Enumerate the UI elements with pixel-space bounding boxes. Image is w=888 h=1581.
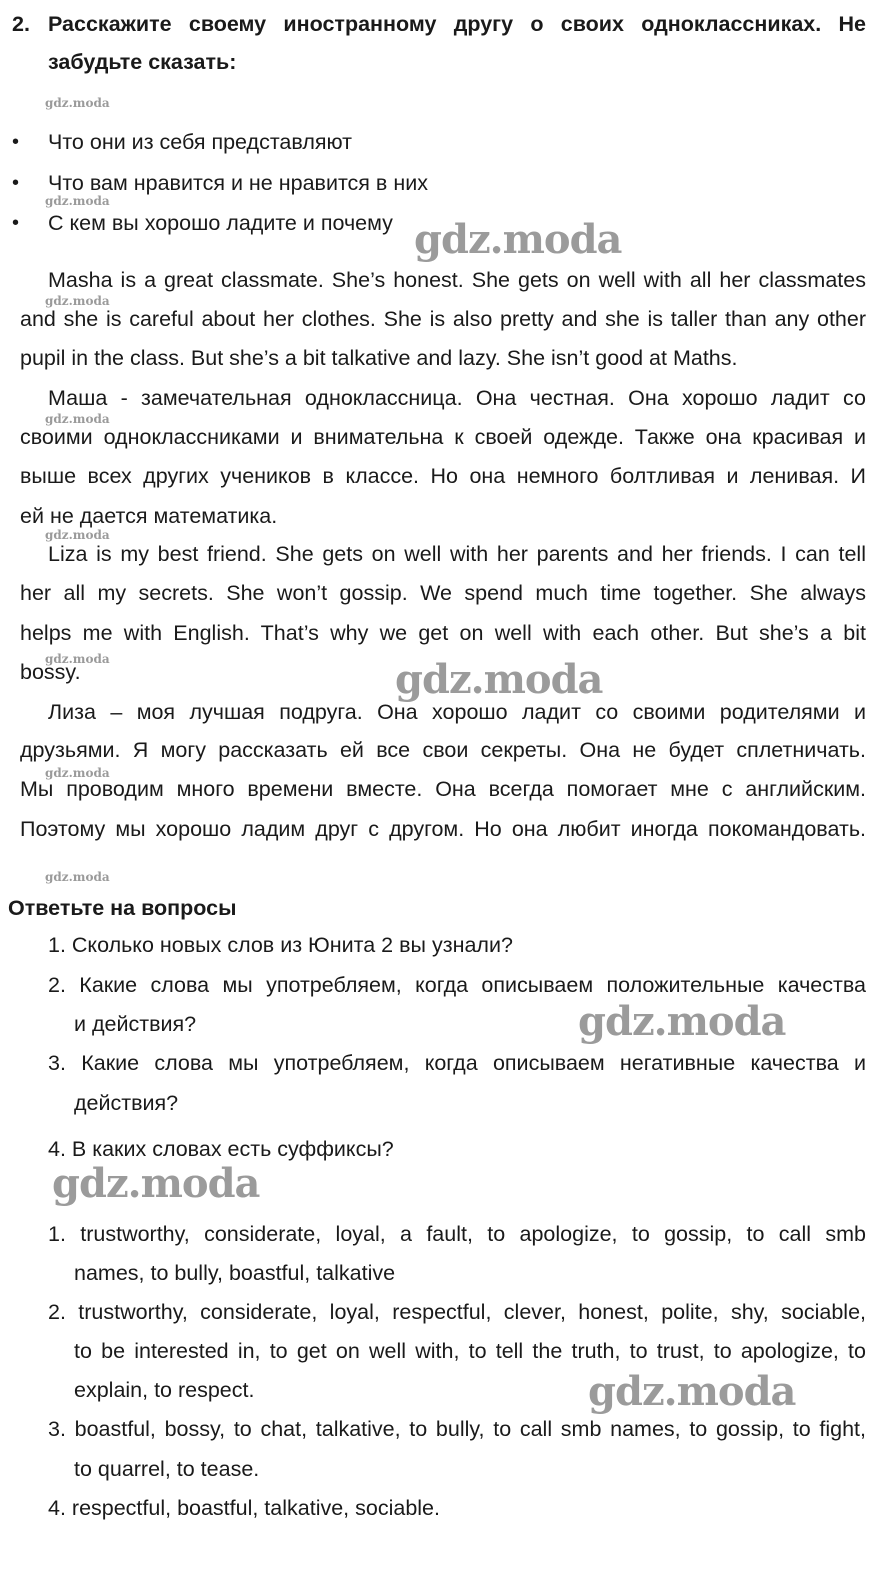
task-title-line1: Расскажите своему иностранному другу о своих одноклассниках. Не: [48, 12, 866, 36]
watermark-small: gdz.moda: [45, 870, 110, 884]
question-line: 1. Сколько новых слов из Юнита 2 вы узнали?: [48, 933, 513, 957]
paragraph-liza-ru-line: Мы проводим много времени вместе. Она всегда помогает мне с английским.: [20, 777, 866, 801]
watermark-small: gdz.moda: [45, 294, 110, 308]
question-line: 2. Какие слова мы употребляем, когда описываем положительные качества: [48, 973, 866, 997]
bullet-item: Что вам нравится и не нравится в них: [48, 171, 428, 195]
bullet-item: С кем вы хорошо ладите и почему: [48, 211, 393, 235]
watermark-small: gdz.moda: [45, 652, 110, 666]
paragraph-liza-ru-line: друзьями. Я могу рассказать ей все свои секреты. Она не будет сплетничать.: [20, 738, 866, 762]
question-line: 4. В каких словах есть суффиксы?: [48, 1137, 394, 1161]
paragraph-masha-ru-line: ей не дается математика.: [20, 504, 278, 528]
paragraph-liza-en-line: Liza is my best friend. She gets on well with her parents and her friends. I can tell: [48, 542, 866, 566]
bullet-dot: •: [12, 172, 20, 194]
watermark-large: gdz.moda: [414, 216, 622, 263]
watermark-small: gdz.moda: [45, 96, 110, 110]
task-title-line2: забудьте сказать:: [48, 50, 237, 74]
paragraph-liza-en-line: helps me with English. That’s why we get on well with each other. But she’s a bit: [20, 621, 866, 645]
question-line: 3. Какие слова мы употребляем, когда описываем негативные качества и: [48, 1051, 866, 1075]
question-line: действия?: [74, 1091, 179, 1115]
paragraph-masha-en-line: Masha is a great classmate. She’s honest. She gets on well with all her classmates: [48, 268, 866, 292]
paragraph-masha-ru-line: выше всех других учеников в классе. Но она немного болтливая и ленивая. И: [20, 464, 866, 488]
bullet-item: Что они из себя представляют: [48, 130, 353, 154]
watermark-large: gdz.moda: [52, 1160, 260, 1207]
paragraph-masha-ru-line: Маша - замечательная одноклассница. Она честная. Она хорошо ладит со: [48, 386, 866, 410]
paragraph-liza-en-line: bossy.: [20, 660, 81, 684]
answer-line: explain, to respect.: [74, 1378, 255, 1402]
paragraph-liza-ru-line: Лиза – моя лучшая подруга. Она хорошо ладит со своими родителями и: [48, 700, 866, 724]
watermark-small: gdz.moda: [45, 528, 110, 542]
paragraph-masha-ru-line: своими одноклассниками и внимательна к своей одежде. Также она красивая и: [20, 425, 866, 449]
question-line: и действия?: [74, 1012, 197, 1036]
paragraph-liza-en-line: her all my secrets. She won’t gossip. We spend much time together. She always: [20, 581, 866, 605]
answer-line: to be interested in, to get on well with, to tell the truth, to trust, to apologize, to: [74, 1339, 866, 1363]
questions-heading: Ответьте на вопросы: [8, 896, 237, 920]
paragraph-masha-en-line: pupil in the class. But she’s a bit talkative and lazy. She isn’t good at Maths.: [20, 346, 738, 370]
bullet-dot: •: [12, 131, 20, 153]
answer-line: 2. trustworthy, considerate, loyal, respectful, clever, honest, polite, shy, sociable,: [48, 1300, 866, 1324]
watermark-large: gdz.moda: [588, 1368, 796, 1415]
paragraph-masha-en-line: and she is careful about her clothes. She is also pretty and she is taller than any other: [20, 307, 866, 331]
watermark-large: gdz.moda: [395, 656, 603, 703]
answer-line: to quarrel, to tease.: [74, 1457, 260, 1481]
watermark-small: gdz.moda: [45, 194, 110, 208]
answer-line: names, to bully, boastful, talkative: [74, 1261, 396, 1285]
watermark-large: gdz.moda: [578, 998, 786, 1045]
paragraph-liza-ru-line: Поэтому мы хорошо ладим друг с другом. Но она любит иногда покомандовать.: [20, 817, 866, 841]
task-number: 2.: [12, 12, 30, 36]
answer-line: 4. respectful, boastful, talkative, sociable.: [48, 1496, 440, 1520]
answer-line: 3. boastful, bossy, to chat, talkative, to bully, to call smb names, to gossip, to fight,: [48, 1417, 866, 1441]
bullet-dot: •: [12, 212, 20, 234]
watermark-small: gdz.moda: [45, 412, 110, 426]
watermark-small: gdz.moda: [45, 766, 110, 780]
answer-line: 1. trustworthy, considerate, loyal, a fault, to apologize, to gossip, to call smb: [48, 1222, 866, 1246]
